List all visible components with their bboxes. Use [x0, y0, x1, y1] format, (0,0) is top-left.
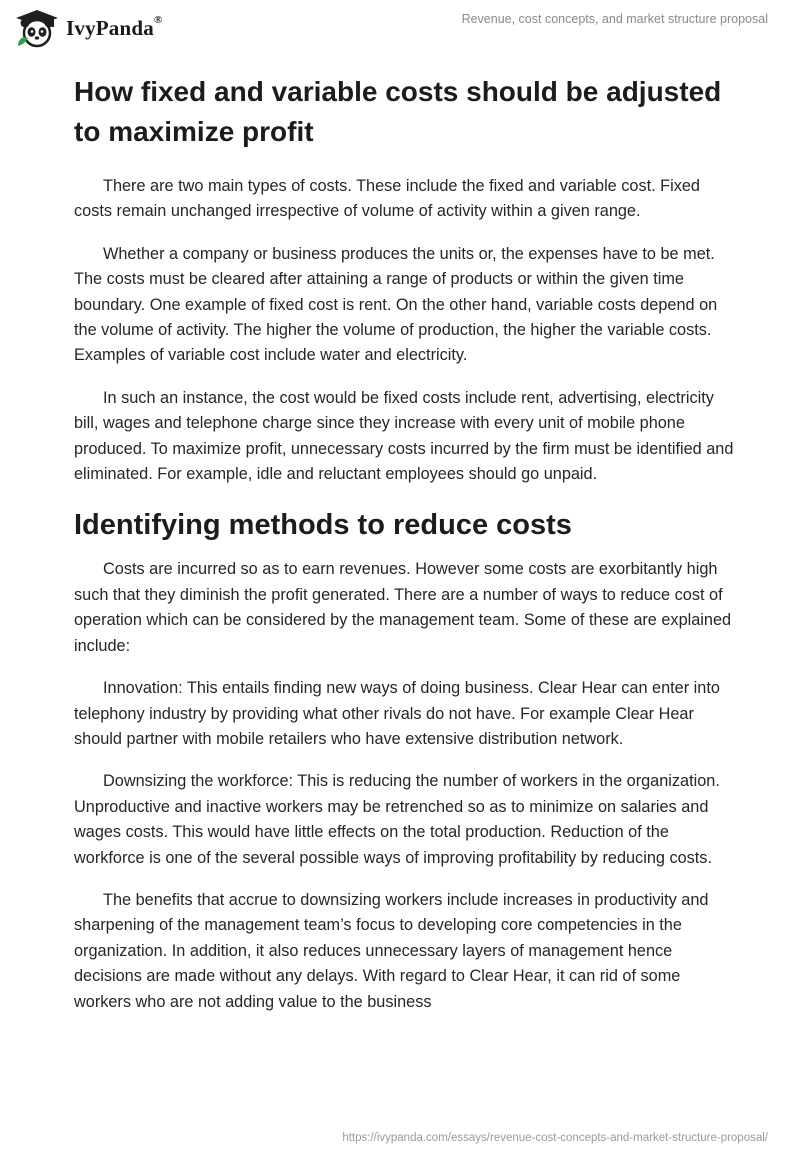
paragraph: In such an instance, the cost would be fixed costs include rent, advertising, electricity bill, wages and telephone charge since they increase with every unit of mobile phone produced. To maximize profit, unnecessary costs incurred by the firm must be identified and eliminated. For example, idle and reluctant employees should go unpaid.	[74, 388, 734, 484]
ivypanda-logo[interactable]	[14, 8, 162, 48]
paragraph: Innovation: This entails finding new ways of doing business. Clear Hear can enter into telephony industry by providing what other rivals do not have. For example Clear Hear should partner with mobile retailers who have extensive distribution network.	[74, 679, 720, 748]
heading-reduce-costs: Identifying methods to reduce costs	[74, 509, 572, 542]
paragraph: Downsizing the workforce: This is reducing the number of workers in the organization. Unproductive and inactive workers may be retrenched so as to minimize on salaries and wages costs. This would have little effects on the total production. Reduction of the workforce is one of the several possible ways of improving profitability by reducing costs.	[74, 772, 720, 867]
document-title: Revenue, cost concepts, and market structure proposal	[461, 12, 768, 26]
brand-text: IvyPanda	[66, 15, 154, 40]
paragraph: The benefits that accrue to downsizing workers include increases in productivity and sharpening of the management team’s focus to developing core competencies in the organization. In addition, it also reduces unnecessary layers of management hence decisions are made without any delays. With regard to Clear Hear, it can rid of some workers who are not adding value to the business	[74, 890, 709, 1011]
article-body	[74, 72, 734, 1032]
source-url-link[interactable]: https://ivypanda.com/essays/revenue-cost-concepts-and-market-structure-proposal/	[342, 1132, 768, 1144]
page-header	[0, 0, 800, 60]
paragraph: There are two main types of costs. These include the fixed and variable cost. Fixed costs remain unchanged irrespective of volume of activity within a given range.	[74, 177, 700, 221]
heading-fixed-variable-costs: How fixed and variable costs should be adjusted to maximize profit	[74, 76, 722, 147]
paragraph: Whether a company or business produces the units or, the expenses have to be met. The costs must be cleared after attaining a range of products or within the given time boundary. One example of fixed cost is rent. On the other hand, variable costs depend on the volume of activity. The higher the volume of production, the higher the variable costs. Examples of variable cost include water and electricity.	[74, 244, 718, 365]
panda-graduate-icon	[14, 8, 60, 48]
brand-name	[66, 13, 163, 41]
registered-mark: ®	[153, 13, 163, 26]
paragraph: Costs are incurred so as to earn revenues. However some costs are exorbitantly high such that they diminish the profit generated. There are a number of ways to reduce cost of operation which can be considered by the management team. Some of these are explained include:	[74, 560, 732, 655]
